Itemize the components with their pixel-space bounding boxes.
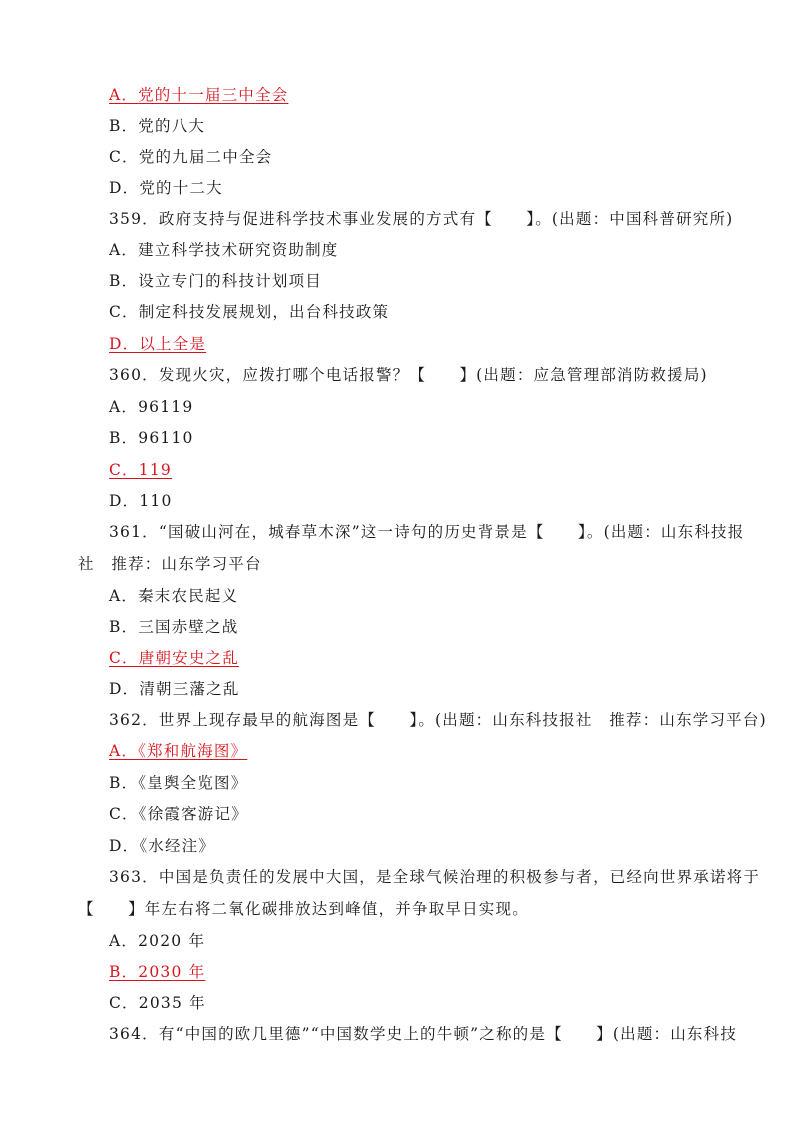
option-b: B．设立专门的科技计划项目 (109, 272, 322, 290)
option-a-correct: A．党的十一届三中全会 (109, 86, 289, 104)
option-b: B．《皇舆全览图》 (109, 774, 248, 792)
option-c-correct: C．唐朝安史之乱 (109, 649, 239, 667)
question-364: 364．有“中国的欧几里德”“中国数学史上的牛顿”之称的是【 】(出题：山东科技 (109, 1025, 738, 1043)
option-a: A．96119 (109, 398, 194, 416)
option-a: A．秦末农民起义 (109, 587, 239, 605)
option-c: C．党的九届二中全会 (109, 148, 273, 166)
option-b: B．96110 (109, 429, 194, 447)
option-d: D．党的十二大 (109, 179, 223, 197)
question-361: 361．“国破山河在，城春草木深”这一诗句的历史背景是【 】。(出题：山东科技报 (109, 523, 745, 541)
option-c: C．2035 年 (109, 994, 206, 1012)
question-362: 362．世界上现存最早的航海图是【 】。(出题：山东科技报社 推荐：山东学习平台) (109, 711, 767, 729)
option-c-correct: C．119 (109, 461, 172, 479)
option-c: C．制定科技发展规划，出台科技政策 (109, 303, 390, 321)
option-d-correct: D．以上全是 (109, 335, 207, 353)
question-363: 363．中国是负责任的发展中大国，是全球气候治理的积极参与者，已经向世界承诺将于 (109, 868, 761, 886)
option-b: B．党的八大 (109, 117, 206, 135)
option-b-correct: B．2030 年 (109, 963, 206, 981)
option-d: D．清朝三藩之乱 (109, 680, 240, 698)
option-d: D．110 (109, 492, 173, 510)
question-361-continuation: 社 推荐：山东学习平台 (78, 555, 262, 573)
option-a: A．建立科学技术研究资助制度 (109, 241, 339, 259)
question-360: 360．发现火灾，应拨打哪个电话报警？【 】(出题：应急管理部消防救援局) (109, 366, 708, 384)
option-a: A．2020 年 (109, 932, 206, 950)
option-d: D．《水经注》 (109, 837, 216, 855)
option-c: C．《徐霞客游记》 (109, 805, 248, 823)
option-b: B．三国赤壁之战 (109, 618, 239, 636)
option-a-correct: A．《郑和航海图》 (109, 742, 248, 760)
question-359: 359．政府支持与促进科学技术事业发展的方式有【 】。(出题：中国科普研究所) (109, 210, 734, 228)
question-363-continuation: 【 】年左右将二氧化碳排放达到峰值，并争取早日实现。 (78, 900, 529, 918)
